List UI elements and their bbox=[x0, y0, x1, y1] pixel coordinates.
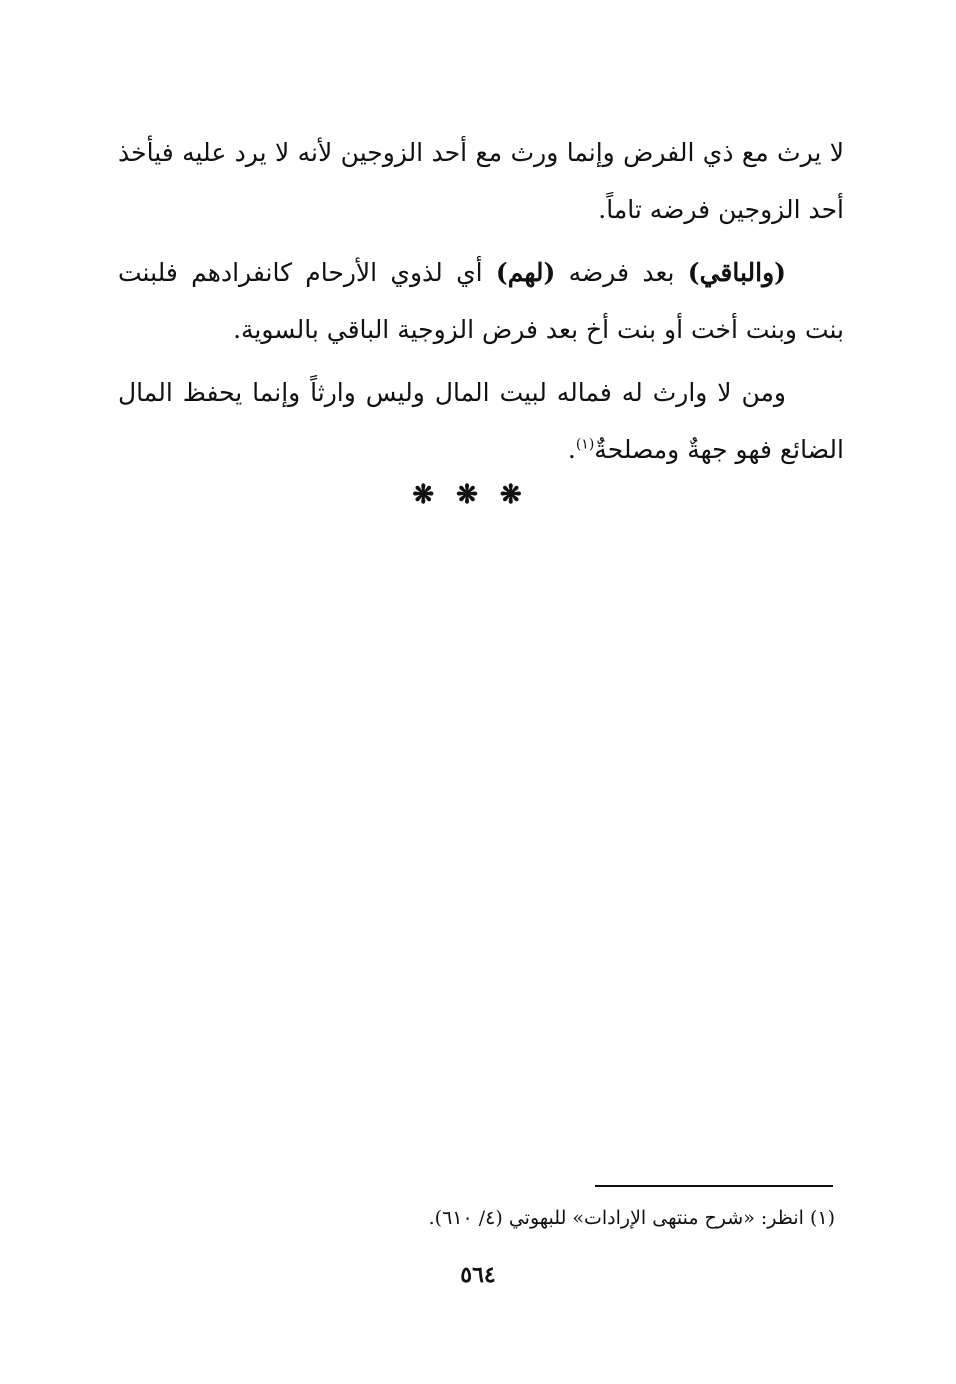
paragraph-3 bbox=[118, 364, 844, 478]
footnote: (١) انظر: «شرح منتهى الإرادات» للبهوتي (٤/ ٦١٠). bbox=[428, 1207, 835, 1229]
paragraph-1 bbox=[118, 124, 844, 238]
main-text bbox=[118, 124, 844, 478]
paragraph-3-text: ومن لا وارث له فماله لبيت المال وليس وارثاً وإنما يحفظ المال الضائع فهو جهةٌ ومصلحةٌ bbox=[118, 378, 844, 464]
bold-term-them: (لهم) bbox=[495, 258, 556, 287]
footnote-separator bbox=[595, 1185, 833, 1187]
footnote-marker: (١) bbox=[575, 436, 595, 453]
page-number: ٥٦٤ bbox=[460, 1262, 496, 1288]
paragraph-1-text: لا يرث مع ذي الفرض وإنما ورث مع أحد الزوجين لأنه لا يرد عليه فيأخذ أحد الزوجين فرضه تاماً. bbox=[118, 138, 844, 224]
section-divider-ornament: ❋❋❋ bbox=[412, 480, 544, 510]
paragraph-2-text-b: أي لذوي الأرحام كانفرادهم فلبنت بنت وبنت أخت أو بنت أخ بعد فرض الزوجية الباقي بالسوية. bbox=[118, 258, 844, 344]
paragraph-2 bbox=[118, 244, 844, 358]
bold-term-remainder: (والباقي) bbox=[687, 258, 787, 287]
paragraph-2-text-a: بعد فرضه bbox=[555, 258, 688, 287]
paragraph-3-end: . bbox=[567, 435, 576, 464]
